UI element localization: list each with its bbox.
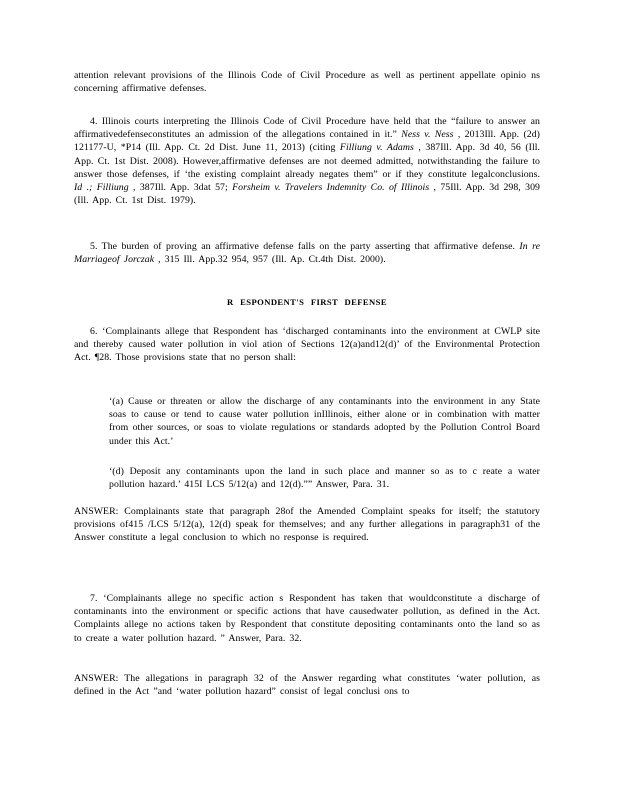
paragraph-6: 6. ‘Complainants allege that Respondent has ‘discharged contaminants into the environment at CWLP site and thereby caused water pollution in viol ation of Sections 12(a)and12(d)’ of the Environmental Protection Act. ¶28. Those provisions state that no person shall: xyxy=(74,326,540,364)
paragraph-4-text-b: , 2013Ill. App. (2d) 121177-U, *P14 (Ill. App. Ct. 2d Dist. June 11, 2013) (citing xyxy=(74,129,540,154)
paragraph-4-text-c: , 387Ill. App. 3d 40, 56 (Ill. App. Ct. 1st Dist. 2008). However,affirmative defenses are not deemed admitted, notwithstanding the failure to answer those defenses, if ‘the existing complaint already negates them” or if they constitute legalconclusions. xyxy=(74,142,540,180)
quote-a: ‘(a) Cause or threaten or allow the discharge of any contaminants into the environment in any State soas to cause or tend to cause water pollution inIllinois, either alone or in combination with matter from other sources, or soas to violate regulations or standards adopted by the Pollution Control Board under this Act.’ xyxy=(109,396,540,447)
citation-filliung: Filliung v. Adams xyxy=(339,142,414,154)
paragraph-4-text-a: 4. Illinois courts interpreting the Illinois Code of Civil Procedure have held that the “failure to answer an affirmativedefenseconstitutes an admission of the allegations contained in it.” xyxy=(74,116,540,141)
answer-32: ANSWER: The allegations in paragraph 32 of the Answer regarding what constitutes ‘water pollution, as defined in the Act ”and ‘water pollution hazard” consist of legal conclusi ons to xyxy=(74,673,540,698)
paragraph-5-text-b: , 315 Ill. App.32 954, 957 (Ill. Ap. Ct.4th Dist. 2000). xyxy=(154,254,386,266)
paragraph-4 xyxy=(74,115,540,207)
citation-ness: Ness v. Ness xyxy=(401,129,454,141)
citation-id-filliung: Id .; Filliung xyxy=(74,182,129,194)
intro-paragraph: attention relevant provisions of the Illinois Code of Civil Procedure as well as pertinent appellate opinio ns concerning affirmative defenses. xyxy=(74,70,540,95)
paragraph-7: 7. ‘Complainants allege no specific action s Respondent has taken that wouldconstitute a discharge of contaminants into the environment or specific actions that have causedwater pollution, as defined in the Act. Complaints allege no actions taken by Respondent that constitute depositing contaminants onto the land so as to create a water pollution hazard. ” Answer, Para. 32. xyxy=(74,593,540,644)
citation-forsheim: Forsheim v. Travelers Indemnity Co. of Illinois xyxy=(232,182,430,194)
paragraph-5-text-a: 5. The burden of proving an affirmative defense falls on the party asserting that affirmative defense. xyxy=(90,241,520,252)
section-heading: R ESPONDENT'S FIRST DEFENSE xyxy=(227,297,387,307)
citation-jorczak: In re Marriageof Jorczak xyxy=(74,241,540,266)
paragraph-4-text-d: , 387Ill. App. 3dat 57; xyxy=(128,182,233,194)
paragraph-5 xyxy=(74,240,540,266)
quote-d: ‘(d) Deposit any contaminants upon the land in such place and manner so as to c reate a water pollution hazard.’ 415I LCS 5/12(a) and 12(d).”” Answer, Para. 31. xyxy=(109,466,540,491)
answer-31: ANSWER: Complainants state that paragraph 28of the Amended Complaint speaks for itself; the statutory provisions of415 /LCS 5/12(a), 12(d) speak for themselves; and any further allegations in paragraph31 of the Answer constitute a legal conclusion to which no response is required. xyxy=(74,506,540,544)
paragraph-4-text-e: , 75Ill. App. 3d 298, 309 (Ill. App. Ct. 1st Dist. 1979). xyxy=(74,182,540,207)
